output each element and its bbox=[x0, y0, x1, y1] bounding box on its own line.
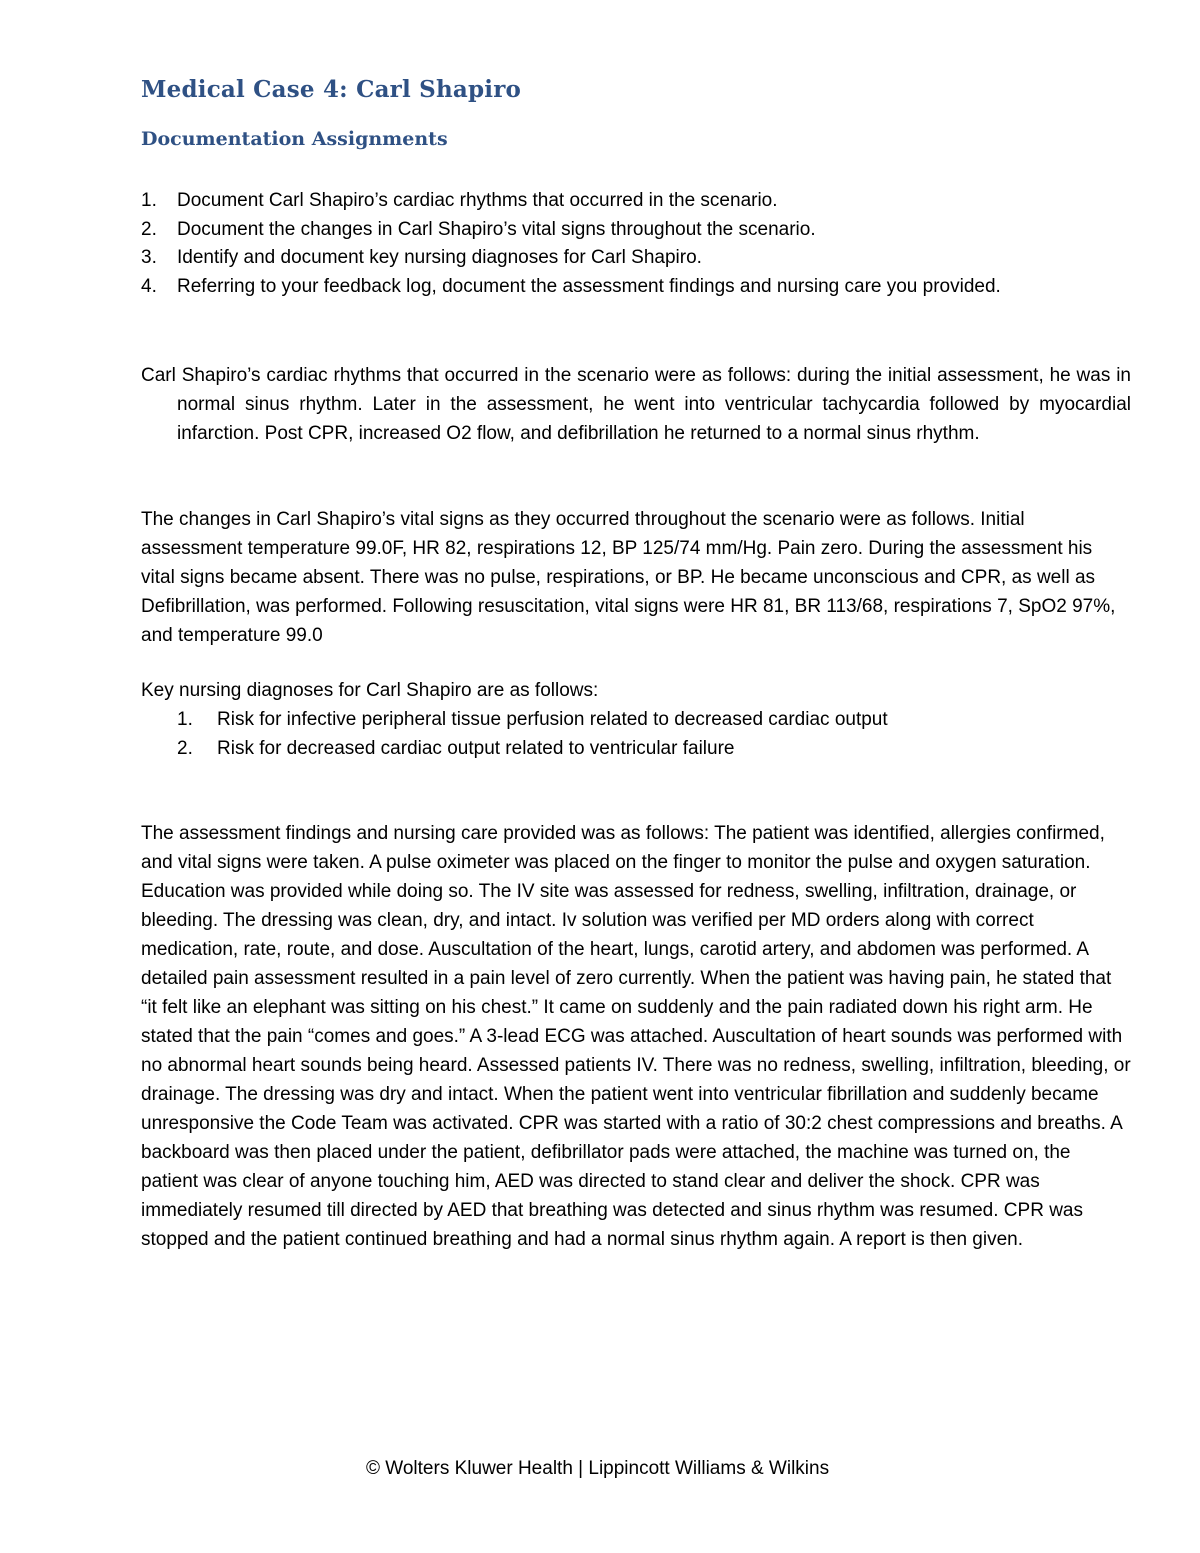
assignment-list bbox=[141, 187, 1131, 301]
list-item-text: Identify and document key nursing diagnoses for Carl Shapiro. bbox=[177, 247, 702, 269]
list-item bbox=[141, 187, 1131, 216]
list-item-text: Document Carl Shapiro’s cardiac rhythms that occurred in the scenario. bbox=[177, 190, 778, 211]
list-item bbox=[177, 705, 1127, 734]
list-item-number: 1. bbox=[177, 709, 193, 730]
diagnoses-list bbox=[177, 705, 1127, 763]
list-item bbox=[141, 244, 1131, 273]
list-item-number: 3. bbox=[141, 247, 157, 269]
cardiac-rhythms-paragraph: Carl Shapiro’s cardiac rhythms that occurred in the scenario were as follows: during the initial assessment, he was in normal sinus rhythm. Later in the assessment, he went into ventricular tachycardia followed by myocardial infarction. Post CPR, increased O2 flow, and defibrillation he returned to a normal sinus rhythm. bbox=[141, 365, 1131, 444]
list-item-number: 2. bbox=[177, 738, 193, 759]
diagnoses-intro: Key nursing diagnoses for Carl Shapiro are as follows: bbox=[141, 680, 599, 701]
list-item-text: Risk for infective peripheral tissue perfusion related to decreased cardiac output bbox=[217, 709, 888, 730]
list-item bbox=[141, 273, 1131, 302]
section-subtitle: Documentation Assignments bbox=[141, 128, 448, 150]
list-item bbox=[141, 216, 1131, 245]
list-item-number: 4. bbox=[141, 275, 157, 297]
list-item-text: Risk for decreased cardiac output related to ventricular failure bbox=[217, 738, 735, 759]
list-item-number: 1. bbox=[141, 190, 157, 211]
list-item-text: Document the changes in Carl Shapiro’s vital signs throughout the scenario. bbox=[177, 218, 816, 240]
list-item bbox=[177, 734, 1127, 763]
vital-signs-paragraph: The changes in Carl Shapiro’s vital signs as they occurred throughout the scenario were as follows. Initial assessment temperature 99.0F, HR 82, respirations 12, BP 125/74 mm/Hg. Pain zero. During the assessment his vital signs became absent. There was no pulse, respirations, or BP. He became unconscious and CPR, as well as Defibrillation, was performed. Following resuscitation, vital signs were HR 81, BR 113/68, respirations 7, SpO2 97%, and temperature 99.0 bbox=[141, 509, 1116, 646]
list-item-number: 2. bbox=[141, 218, 157, 240]
page-title: Medical Case 4: Carl Shapiro bbox=[141, 76, 522, 103]
page-footer: © Wolters Kluwer Health | Lippincott Williams & Wilkins bbox=[366, 1458, 830, 1479]
list-item-text: Referring to your feedback log, document the assessment findings and nursing care you provided. bbox=[177, 275, 1001, 297]
nursing-care-paragraph: The assessment findings and nursing care provided was as follows: The patient was identified, allergies confirmed, and vital signs were taken. A pulse oximeter was placed on the finger to monitor the pulse and oxygen saturation. Education was provided while doing so. The IV site was assessed for redness, swelling, infiltration, drainage, or bleeding. The dressing was clean, dry, and intact. Iv solution was verified per MD orders along with correct medication, rate, route, and dose. Auscultation of the heart, lungs, carotid artery, and abdomen was performed. A detailed pain assessment resulted in a pain level of zero currently. When the patient was having pain, he stated that “it felt like an elephant was sitting on his chest.” It came on suddenly and the pain radiated down his right arm. He stated that the pain “comes and goes.” A 3-lead ECG was attached. Auscultation of heart sounds was performed with no abnormal heart sounds being heard. Assessed patients IV. There was no redness, swelling, infiltration, bleeding, or drainage. The dressing was dry and intact. When the patient went into ventricular fibrillation and suddenly became unresponsive the Code Team was activated. CPR was started with a ratio of 30:2 chest compressions and breaths. A backboard was then placed under the patient, defibrillator pads were attached, the machine was turned on, the patient was clear of anyone touching him, AED was directed to stand clear and deliver the shock. CPR was immediately resumed till directed by AED that breathing was detected and sinus rhythm was resumed. CPR was stopped and the patient continued breathing and had a normal sinus rhythm again. A report is then given. bbox=[141, 823, 1131, 1250]
